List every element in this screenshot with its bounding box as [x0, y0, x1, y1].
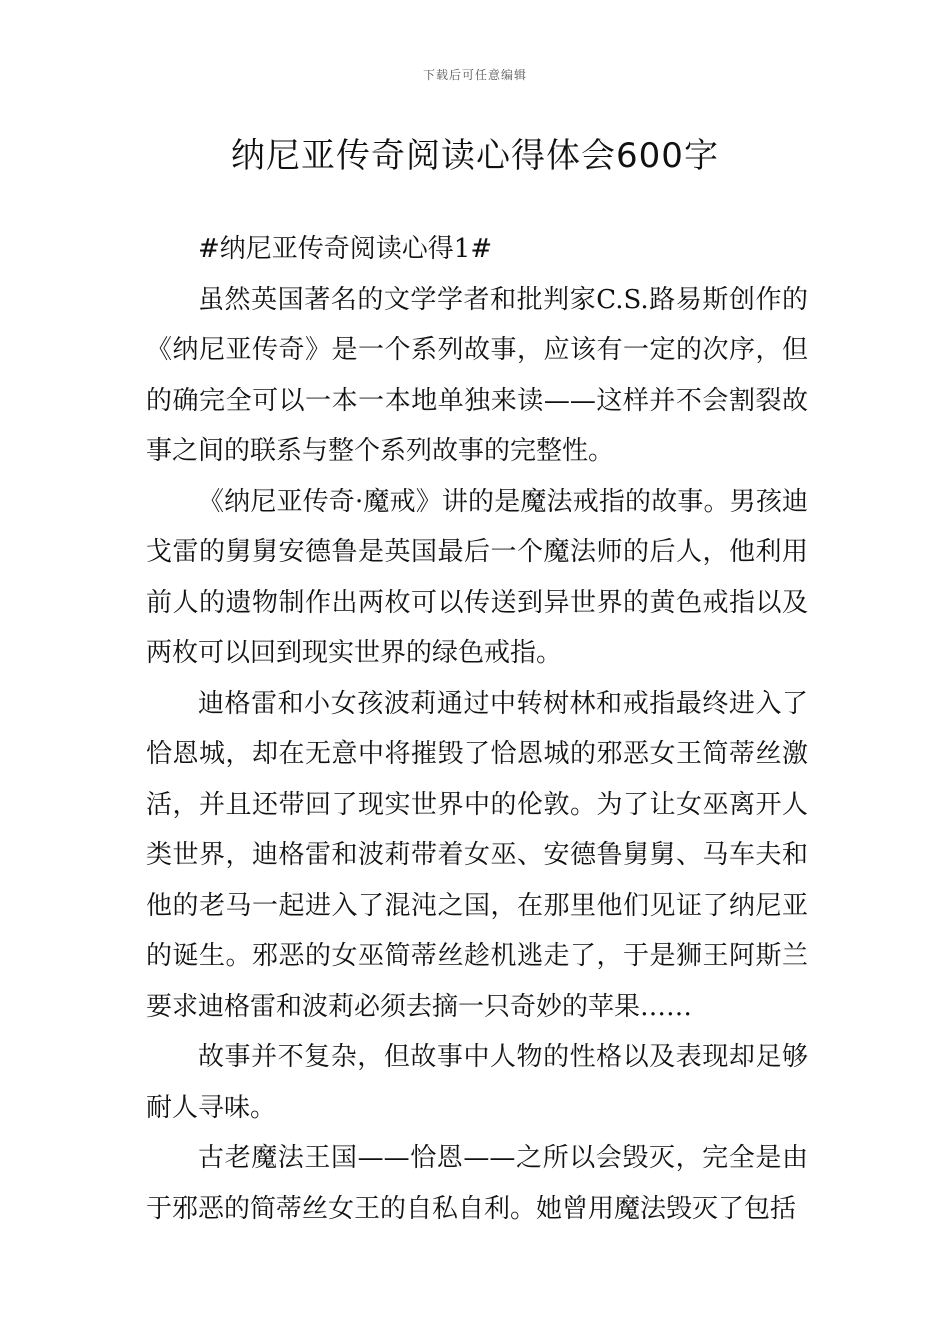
paragraph: 故事并不复杂，但故事中人物的性格以及表现却足够耐人寻味。	[146, 1042, 808, 1123]
paragraph-section-heading: #纳尼亚传奇阅读心得1#	[198, 234, 493, 264]
paragraph: 迪格雷和小女孩波莉通过中转树林和戒指最终进入了恰恩城，却在无意中将摧毁了恰恩城的邪恶女王简蒂丝激活，并且还带回了现实世界中的伦敦。为了让女巫离开人类世界，迪格雷和波莉带着女巫、安德鲁舅舅、马车夫和他的老马一起进入了混沌之国，在那里他们见证了纳尼亚的诞生。邪恶的女巫简蒂丝趁机逃走了，于是狮王阿斯兰要求迪格雷和波莉必须去摘一只奇妙的苹果……	[146, 688, 808, 1022]
paragraph: 古老魔法王国——恰恩——之所以会毁灭，完全是由于邪恶的简蒂丝女王的自私自利。她曾用魔法毁灭了包括	[146, 1143, 808, 1224]
header-note: 下载后可任意编辑	[422, 68, 527, 82]
paragraph: 虽然英国著名的文学学者和批判家C.S.路易斯创作的《纳尼亚传奇》是一个系列故事，应该有一定的次序，但的确完全可以一本一本地单独来读——这样并不会割裂故事之间的联系与整个系列故事的完整性。	[146, 284, 808, 466]
document-body	[146, 224, 808, 1234]
paragraph: 《纳尼亚传奇·魔戒》讲的是魔法戒指的故事。男孩迪戈雷的舅舅安德鲁是英国最后一个魔法师的后人，他利用前人的遗物制作出两枚可以传送到异世界的黄色戒指以及两枚可以回到现实世界的绿色戒指。	[146, 486, 808, 668]
document-title: 纳尼亚传奇阅读心得体会600字	[231, 136, 719, 176]
